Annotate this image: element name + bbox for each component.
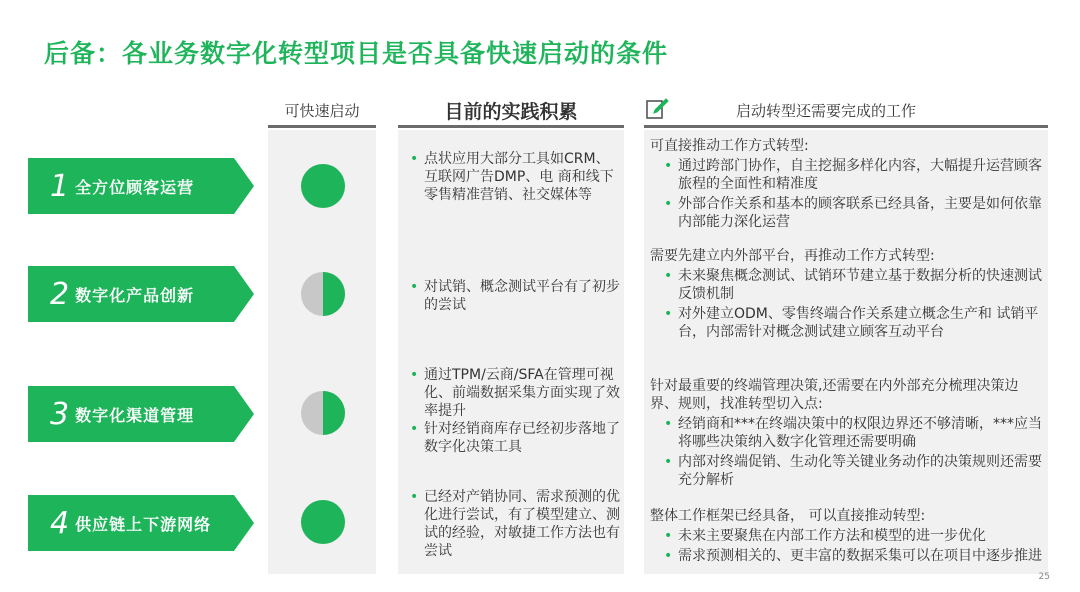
work-block-2	[650, 247, 1045, 343]
row-number: 2	[50, 276, 70, 312]
work-heading: 需要先建立内外部平台，再推动工作方式转型:	[650, 248, 935, 264]
row-label-text: 供应链上下游网络	[75, 514, 212, 534]
work-heading: 针对最重要的终端管理决策,还需要在内外部充分梳理决策边界、规则，找准转型切入点:	[650, 378, 1019, 412]
work-heading: 可直接推动工作方式转型:	[650, 138, 809, 154]
row-label-text: 数字化渠道管理	[75, 405, 195, 425]
practice-item: • 已经对产销协同、需求预测的优化进行尝试，有了模型建立、测试的经验，对敏捷工作方法也有尝试	[410, 488, 620, 560]
readiness-indicator-3	[300, 390, 346, 436]
column-header-practice: 目前的实践积累	[398, 92, 624, 128]
work-item: • 需求预测相关的、更丰富的数据采集可以在项目中逐步推进	[650, 547, 1045, 565]
readiness-indicator-2	[300, 271, 346, 317]
work-block-1	[650, 137, 1045, 233]
row-number: 4	[50, 505, 70, 541]
practice-item: • 针对经销商库存已经初步落地了数字化决策工具	[410, 420, 620, 456]
work-item: • 外部合作关系和基本的顾客联系已经具备，主要是如何依靠内部能力深化运营	[650, 195, 1045, 231]
work-item: • 对外建立ODM、零售终端合作关系建立概念生产和 试销平台，内部需针对概念测试建立顾客互动平台	[650, 305, 1045, 341]
work-item: • 内部对终端促销、生动化等关键业务动作的决策规则还需要充分解析	[650, 453, 1045, 489]
row-label-1	[28, 158, 254, 214]
work-item: • 经销商和***在终端决策中的权限边界还不够清晰，***应当将哪些决策纳入数字化管理还需要明确	[650, 415, 1045, 451]
work-heading: 整体工作框架已经具备， 可以直接推动转型:	[650, 508, 926, 524]
column-header-remaining-work: 启动转型还需要完成的工作	[644, 92, 1048, 128]
row-number: 1	[50, 168, 70, 204]
work-item: • 未来聚焦概念测试、试销环节建立基于数据分析的快速测试反馈机制	[650, 267, 1045, 303]
practice-item: • 通过TPM/云商/SFA在管理可视化、前端数据采集方面实现了效率提升	[410, 366, 620, 420]
readiness-indicator-4	[300, 499, 346, 545]
practice-item: • 点状应用大部分工具如CRM、互联网广告DMP、电 商和线下零售精准营销、社交媒体等	[410, 150, 620, 204]
row-number: 3	[50, 396, 70, 432]
row-label-text: 数字化产品创新	[75, 285, 195, 305]
page-number: 25	[1038, 572, 1050, 582]
work-block-3	[650, 377, 1045, 491]
work-block-4	[650, 507, 1045, 567]
column-header-quick-start: 可快速启动	[268, 92, 376, 128]
practice-list-4	[410, 488, 620, 560]
work-item: • 通过跨部门协作，自主挖掘多样化内容，大幅提升运营顾客旅程的全面性和精准度	[650, 157, 1045, 193]
row-label-3	[28, 386, 254, 442]
practice-list-1	[410, 150, 620, 204]
practice-item: • 对试销、概念测试平台有了初步的尝试	[410, 278, 620, 314]
page-title: 后备：各业务数字化转型项目是否具备快速启动的条件	[44, 39, 669, 68]
readiness-indicator-1	[300, 163, 346, 209]
pen-note-icon	[646, 96, 670, 120]
practice-list-2	[410, 278, 620, 314]
row-label-2	[28, 266, 254, 322]
row-label-text: 全方位顾客运营	[75, 177, 195, 197]
work-item: • 未来主要聚焦在内部工作方法和模型的进一步优化	[650, 527, 1045, 545]
practice-list-3	[410, 366, 620, 456]
row-label-4	[28, 495, 254, 551]
